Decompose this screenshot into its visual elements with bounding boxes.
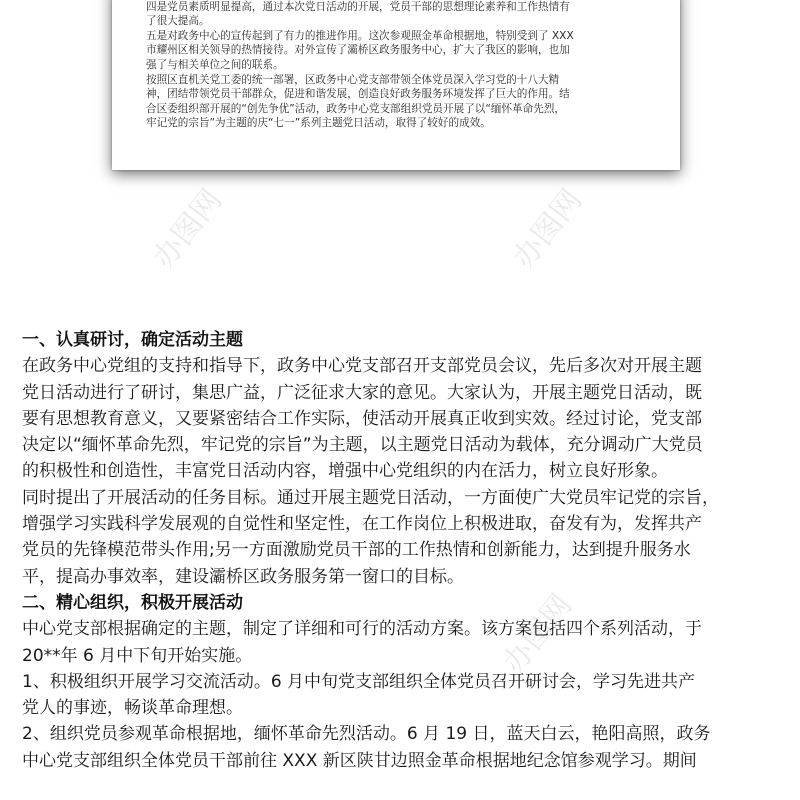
paragraph-line: 平，提高办事效率，建设灞桥区政务服务第一窗口的目标。 [22,566,464,587]
document-preview-card [112,0,680,170]
preview-text-line: 市耀州区相关领导的热情接待。对外宣传了灞桥区政务服务中心，扩大了我区的影响，也加 [146,44,570,57]
preview-text-line: 了很大提高。 [146,15,210,28]
preview-text-line: 强了与相关单位之间的联系。 [146,58,284,71]
paragraph-line: 的积极性和创造性，丰富党日活动内容，增强中心党组织的内在活力，树立良好形象。 [22,461,668,482]
preview-text-line: 四是党员素质明显提高，通过本次党日活动的开展，党员干部的思想理论素养和工作热情有 [146,0,570,13]
paragraph-line: 同时提出了开展活动的任务目标。通过开展主题党日活动，一方面使广大党员牢记党的宗旨， [22,487,719,508]
section-heading: 一、认真研讨，确定活动主题 [22,330,243,350]
preview-text-line: 合区委组织部开展的“创先争优”活动，政务中心党支部组织党员开展了以“缅怀革命先烈， [146,102,566,115]
paragraph-line: 20**年 6 月中下旬开始实施。 [22,645,253,666]
preview-text-line: 按照区直机关党工委的统一部署，区政务中心党支部带领全体党员深入学习党的十八大精 [146,73,560,86]
paragraph-line: 1、积极组织开展学习交流活动。6 月中旬党支部组织全体党员召开研讨会，学习先进共产 [22,671,696,692]
section-heading: 二、精心组织，积极开展活动 [22,592,243,613]
paragraph-line: 决定以“缅怀革命先烈，牢记党的宗旨”为主题，以主题党日活动为载体，充分调动广大党员 [22,435,703,456]
preview-text-line: 神，团结带领党员干部群众，促进和谐发展，创造良好政务服务环境发挥了巨大的作用。结 [146,88,570,101]
paragraph-line: 中心党支部根据确定的主题，制定了详细和可行的活动方案。该方案包括四个系列活动，于 [22,619,702,640]
paragraph-line: 党日活动进行了研讨，集思广益，广泛征求大家的意见。大家认为，开展主题党日活动，既 [22,382,702,403]
paragraph-line: 党人的事迹，畅谈革命理想。 [22,698,243,719]
preview-text-block [146,0,658,131]
paragraph-line: 增强学习实践科学发展观的自觉性和坚定性，在工作岗位上积极进取，奋发有为，发挥共产 [22,514,702,535]
paragraph-line: 党员的先锋模范带头作用;另一方面激励党员干部的工作热情和创新能力，达到提升服务水 [22,540,691,561]
preview-text-line: 牢记党的宗旨”为主题的庆“七一”系列主题党日活动，取得了较好的成效。 [146,117,491,130]
watermark: 办图网 [496,587,580,681]
document-body [22,327,782,774]
watermark: 办图网 [146,182,230,276]
paragraph-line: 2、组织党员参观革命根据地，缅怀革命先烈活动。6 月 19 日，蓝天白云，艳阳高照，政务 [22,724,711,745]
paragraph-line: 在政务中心党组的支持和指导下，政务中心党支部召开支部党员会议，先后多次对开展主题 [22,356,702,377]
watermark: 办图网 [506,182,590,276]
preview-text-line: 五是对政务中心的宣传起到了有力的推进作用。这次参观照金革命根据地，特别受到了 XXX [146,29,574,42]
paragraph-line: 要有思想教育意义，又要紧密结合工作实际，使活动开展真正收到实效。经过讨论，党支部 [22,408,702,429]
paragraph-line: 中心党支部组织全体党员干部前往 XXX 新区陕甘边照金革命根据地纪念馆参观学习。期间 [22,750,697,771]
